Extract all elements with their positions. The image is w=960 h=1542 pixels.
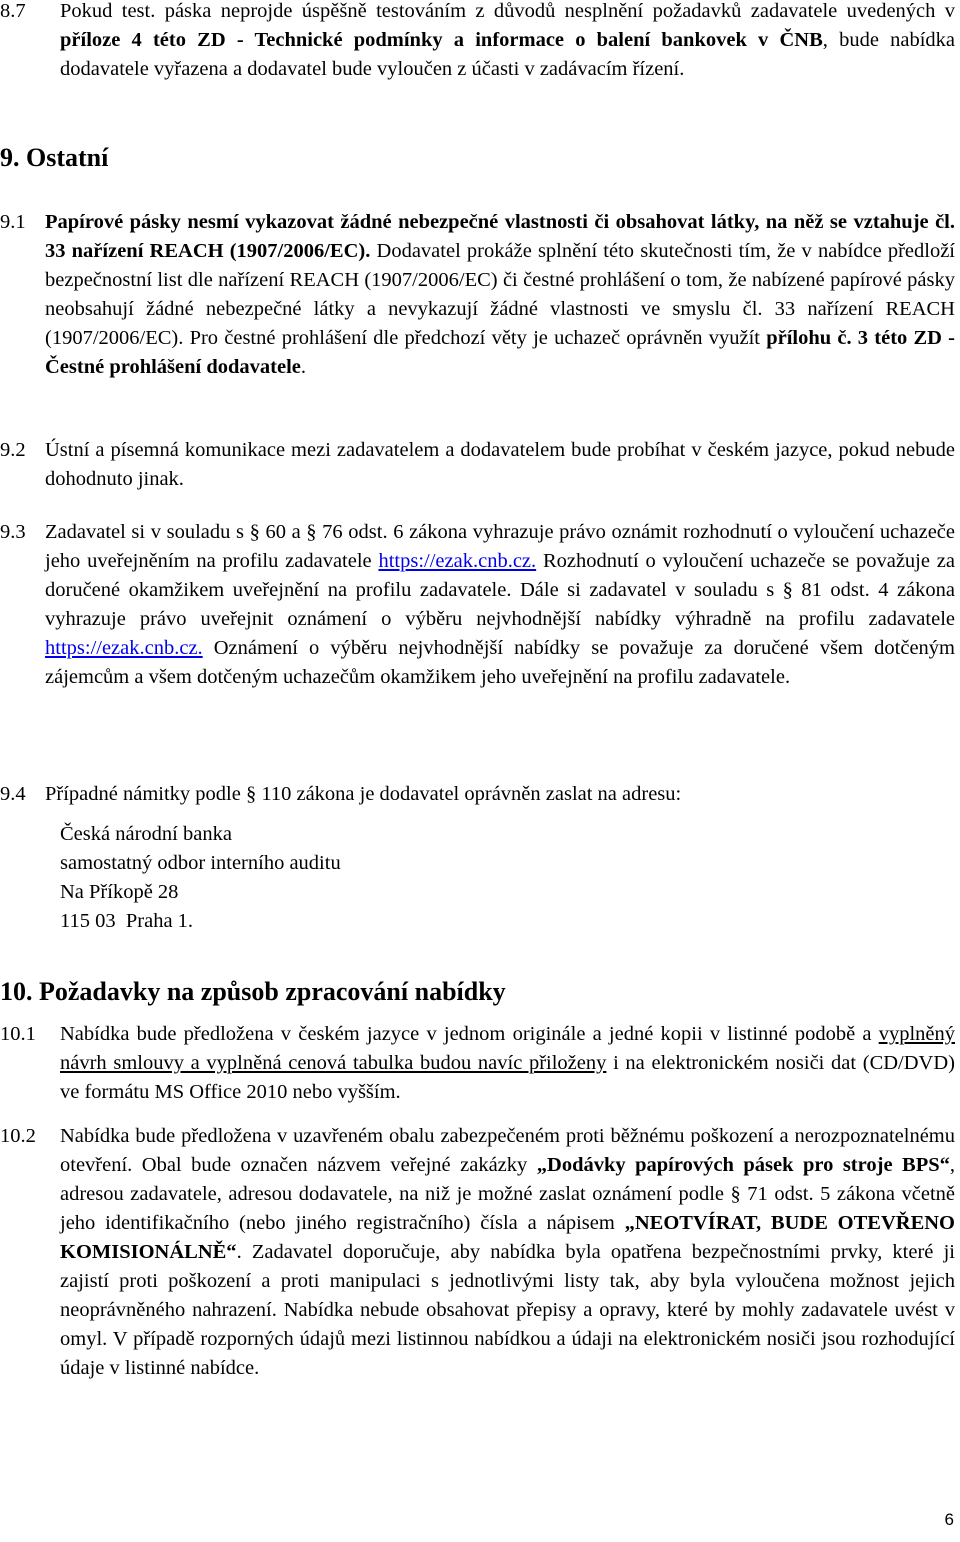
section-text (60, 0, 955, 84)
text-run: Zadavatel si v souladu s § 60 a § 76 odst. 6 zákona vyhrazuje právo oznámit rozhodnutí o vyloučení uchazeče jeho uveřejněním na profilu zadavatele (45, 521, 955, 572)
section-number: 9.3 (0, 521, 26, 543)
text-run: Rozhodnutí o vyloučení uchazeče se považuje za doručené okamžikem uveřejnění na profilu zadavatele. Dále si zadavatel v souladu s § 81 odst. 4 zákona vyhrazuje právo uveřejnit oznámení o výběru nejvhodnější nabídky výhradně na profilu zadavatele (45, 550, 955, 630)
section-text: Případné námitky podle § 110 zákona je dodavatel oprávněn zaslat na adresu: (45, 783, 682, 805)
address-line: 115 03 Praha 1. (60, 910, 194, 932)
section-text (60, 1122, 955, 1383)
section-text (45, 208, 955, 382)
text-run: Nabídka bude předložena v uzavřeném obalu zabezpečeném proti běžnému poškození a nerozpoznatelnému otevření. Obal bude označen názvem veřejné zakázky (60, 1125, 955, 1176)
address-line: samostatný odbor interního auditu (60, 852, 341, 874)
section-number: 9.1 (0, 211, 26, 233)
text-run: , adresou zadavatele, adresou dodavatele, na niž je možné zaslat oznámení podle § 71 odst. 5 zákona včetně jeho identifikačního (nebo jiného registračního) čísla a nápisem (60, 1154, 956, 1234)
text-run: , bude nabídka dodavatele vyřazena a dodavatel bude vyloučen z účasti v zadávacím řízení. (60, 29, 955, 80)
text-run: Pokud test. páska neprojde úspěšně testováním z důvodů nesplnění požadavků zadavatele uvedených v (60, 0, 955, 22)
section-number: 9.2 (0, 439, 26, 461)
section-text: Ústní a písemná komunikace mezi zadavatelem a dodavatelem bude probíhat v českém jazyce, pokud nebude dohodnuto jinak. (45, 439, 955, 490)
text-run: . Zadavatel doporučuje, aby nabídka byla opatřena bezpečnostními prvky, které ji zajistí proti poškození a proti manipulaci s jednotlivými listy tak, aby byla vyloučena možnost jejich neoprávněného nahrazení. Nabídka nebude obsahovat přepisy a opravy, které by mohly zadavatele uvést v omyl. V případě rozporných údajů mezi listinnou nabídkou a údaji na elektronickém nosiči jsou rozhodující údaje v listinné nabídce. (60, 1241, 955, 1379)
text-run: . (300, 356, 307, 378)
page-number: 6 (944, 1510, 954, 1529)
section-text (60, 1020, 955, 1107)
address-line: Na Příkopě 28 (60, 881, 179, 903)
underlined-text: vyplněný návrh smlouvy a vyplněná cenová tabulka budou navíc přiloženy (60, 1023, 955, 1074)
bold-contract-name: „Dodávky papírových pásek pro stroje BPS“ (536, 1154, 950, 1176)
section-number: 10.2 (0, 1125, 36, 1147)
section-number: 9.4 (0, 783, 26, 805)
text-run: Nabídka bude předložena v českém jazyce v jednom originále a jedné kopii v listinné podobě a (60, 1023, 879, 1045)
heading-pozadavky: 10. Požadavky na způsob zpracování nabídky (0, 977, 506, 1006)
profile-link[interactable]: https://ezak.cnb.cz. (378, 550, 537, 572)
section-number: 8.7 (0, 0, 26, 22)
address-line: Česká národní banka (60, 823, 232, 845)
profile-link[interactable]: https://ezak.cnb.cz. (45, 637, 203, 659)
section-text (45, 518, 955, 692)
text-run: Oznámení o výběru nejvhodnější nabídky se považuje za doručené všem dotčeným zájemcům a všem dotčeným uchazečům okamžikem jeho uveřejnění na profilu zadavatele. (45, 637, 955, 688)
bold-reference: příloze 4 této ZD - Technické podmínky a informace o balení bankovek v ČNB (60, 29, 823, 51)
text-run: Dodavatel prokáže splnění této skutečnosti tím, že v nabídce předloží bezpečnostní list dle nařízení REACH (1907/2006/EC) či čestné prohlášení o tom, že nabízené papírové pásky neobsahují žádné nebezpečné látky a nevykazují žádné vlastnosti ve smyslu čl. 33 nařízení REACH (1907/2006/EC). Pro čestné prohlášení dle předchozí věty je uchazeč oprávněn využít (45, 240, 955, 349)
bold-requirement: Papírové pásky nesmí vykazovat žádné nebezpečné vlastnosti či obsahovat látky, na něž se vztahuje čl. 33 nařízení REACH (1907/2006/EC). (45, 211, 955, 262)
heading-ostatni: 9. Ostatní (0, 143, 109, 172)
bold-reference: přílohu č. 3 této ZD - Čestné prohlášení dodavatele (45, 327, 955, 378)
text-run: i na elektronickém nosiči dat (CD/DVD) ve formátu MS Office 2010 nebo vyšším. (60, 1052, 955, 1103)
section-number: 10.1 (0, 1023, 36, 1045)
bold-label: „NEOTVÍRAT, BUDE OTEVŘENO KOMISIONÁLNĚ“ (60, 1212, 955, 1263)
